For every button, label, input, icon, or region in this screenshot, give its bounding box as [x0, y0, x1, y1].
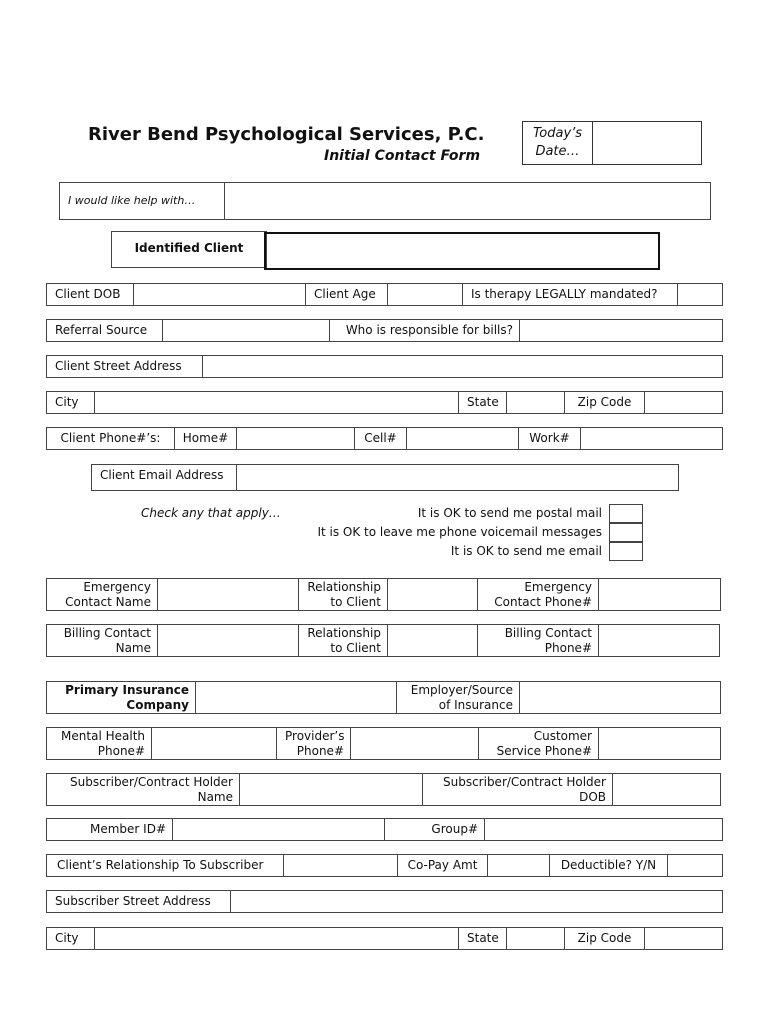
- relationship-copay-row: [46, 854, 723, 877]
- check-email-label: It is OK to send me email: [450, 544, 602, 558]
- billing-name-field[interactable]: [158, 625, 299, 656]
- bills-label: Who is responsible for bills?: [330, 320, 520, 341]
- billing-row: [46, 624, 720, 657]
- subscriber-dob-field[interactable]: [613, 774, 720, 805]
- relationship-to-subscriber-field[interactable]: [284, 855, 398, 876]
- client-phones-row: [46, 427, 723, 450]
- client-phones-label: Client Phone#’s:: [47, 428, 175, 449]
- billing-phone-label: Billing Contact Phone#: [478, 625, 599, 656]
- subscriber-zip-field[interactable]: [645, 928, 722, 949]
- billing-relationship-field[interactable]: [388, 625, 478, 656]
- group-label: Group#: [385, 819, 485, 840]
- emergency-row: [46, 578, 721, 611]
- dob-age-row: [46, 283, 723, 306]
- referral-source-label: Referral Source: [47, 320, 163, 341]
- member-group-row: [46, 818, 723, 841]
- todays-date-box: [522, 121, 702, 165]
- subscriber-street-row: [46, 890, 723, 913]
- subscriber-street-label: Subscriber Street Address: [47, 891, 231, 912]
- primary-insurance-field[interactable]: [196, 682, 397, 713]
- primary-insurance-label: Primary Insurance Company: [47, 682, 196, 713]
- subscriber-state-label: State: [459, 928, 507, 949]
- subscriber-city-row: [46, 927, 723, 950]
- client-street-field[interactable]: [203, 356, 722, 377]
- primary-insurance-row: [46, 681, 721, 714]
- identified-client-field[interactable]: [264, 232, 660, 270]
- email-label: Client Email Address: [92, 465, 237, 490]
- subscriber-name-field[interactable]: [240, 774, 423, 805]
- cell-phone-label: Cell#: [355, 428, 407, 449]
- state-label: State: [459, 392, 507, 413]
- state-field[interactable]: [507, 392, 565, 413]
- work-phone-label: Work#: [519, 428, 581, 449]
- emergency-relationship-label: Relationship to Client: [299, 579, 388, 610]
- city-field[interactable]: [95, 392, 459, 413]
- subscriber-city-field[interactable]: [95, 928, 459, 949]
- home-phone-label: Home#: [175, 428, 237, 449]
- relationship-to-subscriber-label: Client’s Relationship To Subscriber: [47, 855, 284, 876]
- bills-field[interactable]: [520, 320, 722, 341]
- group-field[interactable]: [485, 819, 722, 840]
- client-dob-field[interactable]: [134, 284, 306, 305]
- client-dob-label: Client DOB: [47, 284, 134, 305]
- copay-label: Co-Pay Amt: [398, 855, 488, 876]
- emergency-name-field[interactable]: [158, 579, 299, 610]
- identified-client-label: Identified Client: [111, 231, 267, 268]
- check-email-box[interactable]: [609, 542, 643, 561]
- referral-row: [46, 319, 723, 342]
- subscriber-zip-label: Zip Code: [565, 928, 645, 949]
- subscriber-name-label: Subscriber/Contract Holder Name: [47, 774, 240, 805]
- check-postal-label: It is OK to send me postal mail: [417, 506, 602, 520]
- check-voicemail-box[interactable]: [609, 523, 643, 542]
- help-field[interactable]: [225, 183, 710, 219]
- check-postal-box[interactable]: [609, 504, 643, 523]
- billing-phone-field[interactable]: [599, 625, 719, 656]
- customer-service-phone-label: Customer Service Phone#: [479, 728, 599, 759]
- client-city-row: [46, 391, 723, 414]
- subscriber-state-field[interactable]: [507, 928, 565, 949]
- deductible-field[interactable]: [668, 855, 722, 876]
- zip-label: Zip Code: [565, 392, 645, 413]
- employer-field[interactable]: [520, 682, 720, 713]
- member-id-label: Member ID#: [47, 819, 173, 840]
- help-label: I would like help with…: [60, 183, 225, 219]
- mandated-field[interactable]: [678, 284, 722, 305]
- form-subtitle: Initial Contact Form: [324, 148, 481, 164]
- mental-health-phone-label: Mental Health Phone#: [47, 728, 152, 759]
- zip-field[interactable]: [645, 392, 722, 413]
- deductible-label: Deductible? Y/N: [550, 855, 668, 876]
- member-id-field[interactable]: [173, 819, 385, 840]
- email-row: [91, 464, 679, 491]
- billing-name-label: Billing Contact Name: [47, 625, 158, 656]
- form-title: River Bend Psychological Services, P.C.: [88, 124, 485, 145]
- client-street-label: Client Street Address: [47, 356, 203, 377]
- emergency-phone-label: Emergency Contact Phone#: [478, 579, 599, 610]
- help-row: [59, 182, 711, 220]
- check-intro: Check any that apply…: [141, 506, 281, 520]
- subscriber-row: [46, 773, 721, 806]
- check-voicemail-label: It is OK to leave me phone voicemail messages: [317, 525, 602, 539]
- email-field[interactable]: [237, 465, 678, 490]
- todays-date-label: Today’s Date…: [523, 122, 593, 164]
- cell-phone-field[interactable]: [407, 428, 519, 449]
- provider-phone-label: Provider’s Phone#: [277, 728, 351, 759]
- emergency-relationship-field[interactable]: [388, 579, 478, 610]
- client-age-field[interactable]: [388, 284, 463, 305]
- employer-label: Employer/Source of Insurance: [397, 682, 520, 713]
- referral-source-field[interactable]: [163, 320, 330, 341]
- work-phone-field[interactable]: [581, 428, 722, 449]
- subscriber-street-field[interactable]: [231, 891, 722, 912]
- mandated-label: Is therapy LEGALLY mandated?: [463, 284, 678, 305]
- emergency-name-label: Emergency Contact Name: [47, 579, 158, 610]
- subscriber-dob-label: Subscriber/Contract Holder DOB: [423, 774, 613, 805]
- emergency-phone-field[interactable]: [599, 579, 720, 610]
- provider-phone-field[interactable]: [351, 728, 479, 759]
- mental-health-phone-field[interactable]: [152, 728, 277, 759]
- copay-field[interactable]: [488, 855, 550, 876]
- customer-service-phone-field[interactable]: [599, 728, 720, 759]
- client-street-row: [46, 355, 723, 378]
- billing-relationship-label: Relationship to Client: [299, 625, 388, 656]
- home-phone-field[interactable]: [237, 428, 355, 449]
- insurance-phones-row: [46, 727, 721, 760]
- client-age-label: Client Age: [306, 284, 388, 305]
- city-label: City: [47, 392, 95, 413]
- todays-date-field[interactable]: [594, 123, 700, 163]
- subscriber-city-label: City: [47, 928, 95, 949]
